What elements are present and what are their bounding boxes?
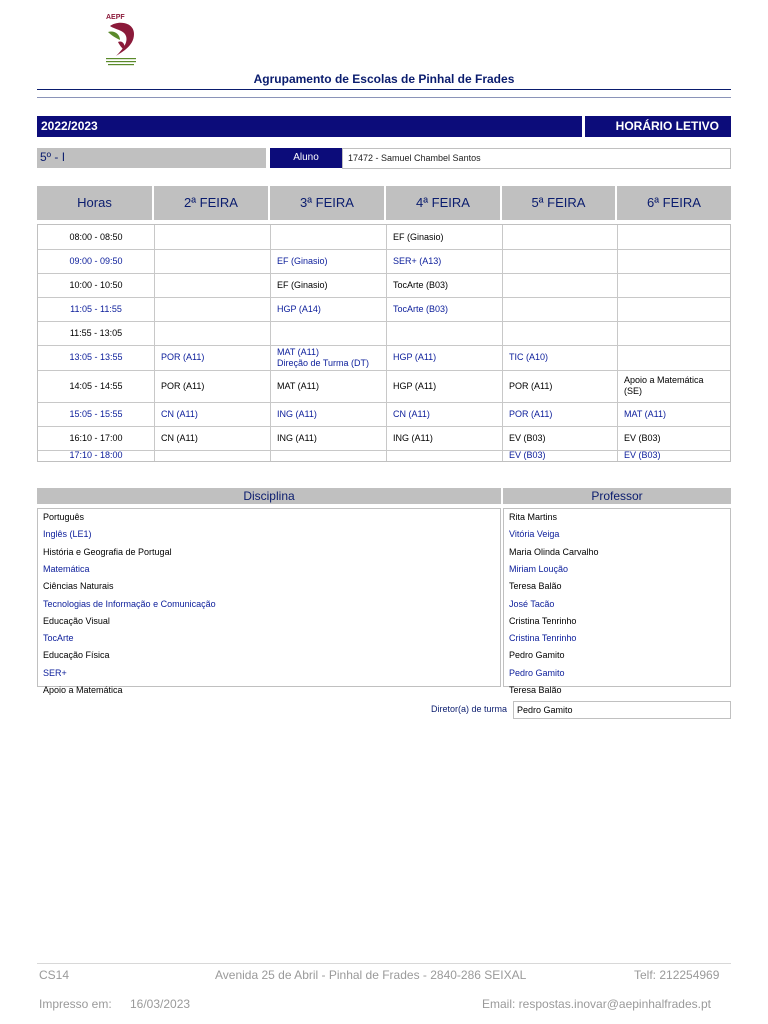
class-bar xyxy=(37,148,731,169)
student-name: 17472 - Samuel Chambel Santos xyxy=(342,148,731,169)
header-wednesday: 4ª FEIRA xyxy=(386,186,500,220)
lesson-cell xyxy=(387,321,502,345)
discipline-name: Educação Física xyxy=(43,650,110,661)
lesson-cell: EF (Ginasio) xyxy=(277,255,328,266)
time-slot: 13:05 - 13:55 xyxy=(69,352,123,362)
schedule-grid xyxy=(37,224,731,462)
lesson-cell: POR (A11) xyxy=(161,380,205,391)
logo-text: AEPF xyxy=(106,14,125,21)
header-tuesday: 3ª FEIRA xyxy=(270,186,384,220)
school-phone: Telf: 212254969 xyxy=(634,968,720,982)
footer-rule xyxy=(37,963,731,964)
lesson-cell: ING (A11) xyxy=(277,432,317,443)
lesson-cell xyxy=(155,297,270,321)
lesson-cell: EV (B03) xyxy=(624,432,661,443)
discipline-name: Inglês (LE1) xyxy=(43,529,92,540)
lesson-cell: POR (A11) xyxy=(509,408,553,419)
teacher-name: Rita Martins xyxy=(509,512,558,522)
lesson-cell xyxy=(503,297,617,321)
lesson-cell: EV (B03) xyxy=(509,432,546,443)
header-monday: 2ª FEIRA xyxy=(154,186,268,220)
doc-code: CS14 xyxy=(39,968,70,982)
time-slot: 10:00 - 10:50 xyxy=(69,279,123,290)
lesson-cell: HGP (A14) xyxy=(277,303,321,314)
lesson-cell: CN (A11) xyxy=(393,408,430,419)
school-title: Agrupamento de Escolas de Pinhal de Frades xyxy=(253,72,515,86)
school-address: Avenida 25 de Abril - Pinhal de Frades - 2840-286 SEIXAL xyxy=(215,968,527,982)
lesson-cell: EV (B03) xyxy=(509,450,546,460)
student-label: Aluno xyxy=(270,148,342,168)
lesson-cell: POR (A11) xyxy=(161,352,205,362)
teacher-name: Teresa Balão xyxy=(509,685,562,695)
time-slot: 16:10 - 17:00 xyxy=(69,432,123,443)
lesson-cell xyxy=(503,321,617,345)
lesson-cell xyxy=(271,225,386,249)
lesson-cell xyxy=(155,225,270,249)
teacher-header: Professor xyxy=(503,488,731,504)
teacher-name: Cristina Tenrinho xyxy=(509,633,577,644)
lesson-cell xyxy=(155,450,270,461)
discipline-name: Educação Visual xyxy=(43,615,110,626)
discipline-name: TocArte xyxy=(43,633,74,644)
discipline-name: Português xyxy=(43,512,85,522)
lesson-cell xyxy=(503,249,617,273)
lesson-cell: HGP (A11) xyxy=(393,352,437,362)
time-slot: 14:05 - 14:55 xyxy=(69,380,123,391)
teacher-name: Pedro Gamito xyxy=(509,667,565,678)
lesson-cell: CN (A11) xyxy=(161,432,198,443)
lesson-cell xyxy=(155,321,270,345)
year-bar xyxy=(37,116,731,137)
lesson-cell xyxy=(271,321,386,345)
lesson-cell: EV (B03) xyxy=(624,450,661,460)
lesson-cell xyxy=(155,249,270,273)
lesson-cell: EF (Ginasio) xyxy=(393,231,444,242)
lesson-cell: HGP (A11) xyxy=(393,380,437,391)
discipline-name: Tecnologias de Informação e Comunicação xyxy=(43,598,216,609)
teacher-name: Cristina Tenrinho xyxy=(509,615,577,626)
lesson-cell xyxy=(618,321,730,345)
lesson-cell: SER+ (A13) xyxy=(393,255,442,266)
lesson-cell: CN (A11) xyxy=(161,408,198,419)
lesson-cell xyxy=(503,273,617,297)
teacher-name: Maria Olinda Carvalho xyxy=(509,546,599,557)
school-year: 2022/2023 xyxy=(37,116,582,137)
discipline-name: Ciências Naturais xyxy=(43,581,114,592)
time-slot: 11:05 - 11:55 xyxy=(70,303,122,314)
lesson-cell xyxy=(618,249,730,273)
discipline-name: Apoio a Matemática xyxy=(43,685,123,695)
lesson-cell: Apoio a Matemática (SE) xyxy=(624,375,704,396)
discipline-name: Matemática xyxy=(43,563,90,574)
discipline-header: Disciplina xyxy=(37,488,501,504)
lesson-cell: TIC (A10) xyxy=(509,352,549,362)
header-rule-thin xyxy=(37,97,731,98)
header-thursday: 5ª FEIRA xyxy=(502,186,615,220)
header-hours: Horas xyxy=(37,186,152,220)
lesson-cell xyxy=(618,273,730,297)
school-email: Email: respostas.inovar@aepinhalfrades.pt xyxy=(482,997,711,1011)
printed-date: 16/03/2023 xyxy=(130,997,191,1011)
lesson-cell: MAT (A11) Direção de Turma (DT) xyxy=(277,346,370,368)
time-slot: 09:00 - 09:50 xyxy=(69,255,123,266)
lesson-cell: ING (A11) xyxy=(277,408,317,419)
time-slot: 11:55 - 13:05 xyxy=(69,327,123,338)
teacher-name: Vitória Veiga xyxy=(509,529,560,540)
lesson-cell xyxy=(618,297,730,321)
lesson-cell xyxy=(155,273,270,297)
school-logo xyxy=(104,12,140,66)
lesson-cell xyxy=(618,345,730,370)
lesson-cell: MAT (A11) xyxy=(624,408,667,419)
schedule-type: HORÁRIO LETIVO xyxy=(585,116,731,137)
lesson-cell xyxy=(618,225,730,249)
discipline-list xyxy=(37,508,501,695)
lesson-cell xyxy=(387,450,502,461)
lesson-cell: ING (A11) xyxy=(393,432,433,443)
teacher-name: Miriam Loução xyxy=(509,563,569,574)
teacher-name: José Tacão xyxy=(509,598,555,609)
teacher-list xyxy=(503,508,731,695)
class-name: 5º - I xyxy=(37,148,266,168)
teacher-name: Pedro Gamito xyxy=(509,650,565,661)
teacher-name: Teresa Balão xyxy=(509,581,562,592)
lesson-cell: MAT (A11) xyxy=(277,380,320,391)
class-director-value: Pedro Gamito xyxy=(513,701,731,719)
class-director-label: Diretor(a) de turma xyxy=(430,704,507,714)
lesson-cell: EF (Ginasio) xyxy=(277,279,328,290)
lesson-cell xyxy=(271,450,386,461)
lesson-cell: TocArte (B03) xyxy=(393,303,449,314)
time-slot: 08:00 - 08:50 xyxy=(69,231,123,242)
lesson-cell xyxy=(503,225,617,249)
time-slot: 17:10 - 18:00 xyxy=(69,450,123,460)
header-rule xyxy=(37,89,731,90)
discipline-name: SER+ xyxy=(43,667,67,678)
discipline-name: História e Geografia de Portugal xyxy=(43,546,172,557)
header-friday: 6ª FEIRA xyxy=(617,186,731,220)
time-slot: 15:05 - 15:55 xyxy=(69,408,123,419)
lesson-cell: TocArte (B03) xyxy=(393,279,449,290)
lesson-cell: POR (A11) xyxy=(509,380,553,391)
printed-label: Impresso em: xyxy=(39,997,112,1011)
